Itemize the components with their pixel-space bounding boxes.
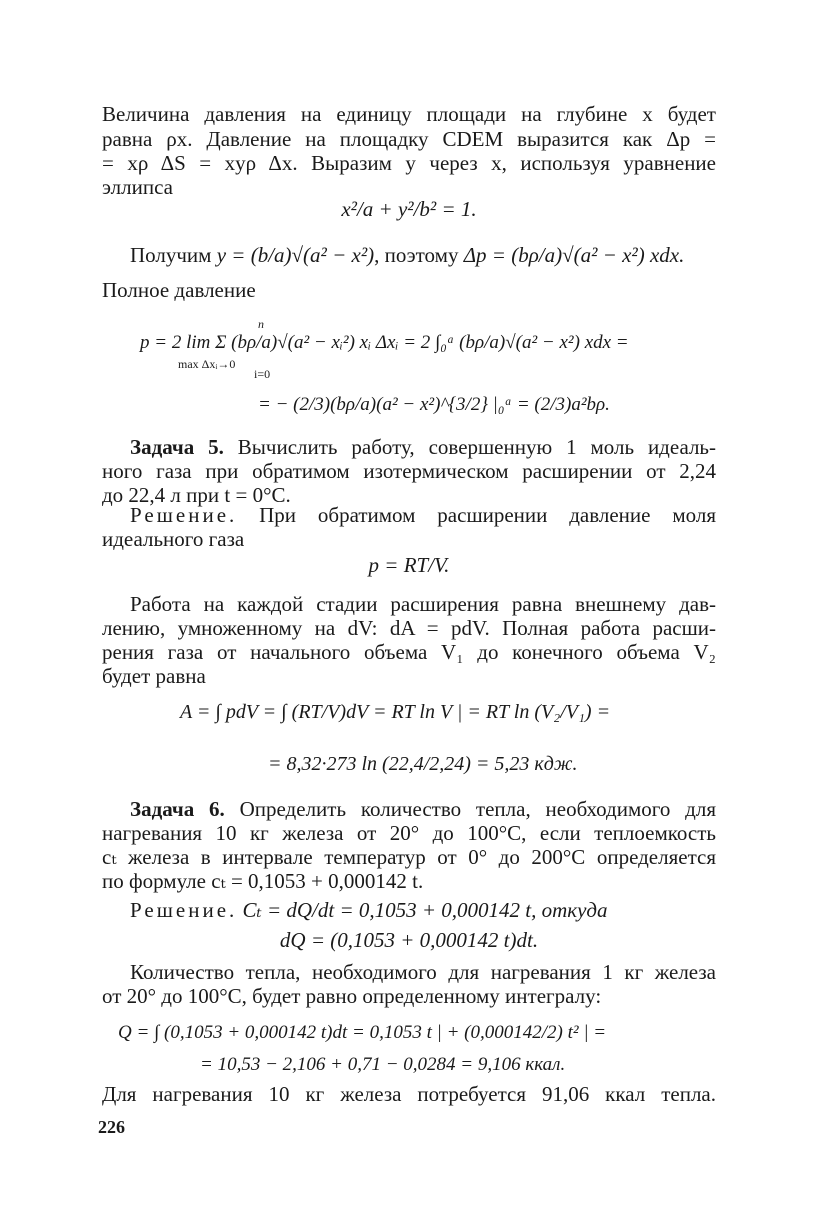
heat-formula-2: = 10,53 − 2,106 + 0,71 − 0,0284 = 9,106 ккал. <box>200 1054 566 1075</box>
work-line-4: будет равна <box>102 664 206 688</box>
heat-formula-1: Q = ∫ (0,1053 + 0,000142 t)dt = 0,1053 t | + (0,000142/2) t² | = <box>118 1022 607 1043</box>
task5-line-1: Задача 5. Вычислить работу, совершенную 1 моль идеаль- <box>102 435 716 460</box>
heat-line-1: Количество тепла, необходимого для нагревания 1 кг железа <box>130 960 716 984</box>
final-line: Для нагревания 10 кг железа потребуется 91,06 ккал тепла. <box>102 1082 716 1106</box>
task6-line-4: по формуле cₜ = 0,1053 + 0,000142 t. <box>102 869 424 893</box>
work-formula-1: A = ∫ pdV = ∫ (RT/V)dV = RT ln V | = RT ln (V₂/V₁) = <box>180 701 611 723</box>
page-number: 226 <box>98 1117 125 1137</box>
task5-title: Задача 5. <box>130 435 224 459</box>
task6-solution-label: Решение. <box>130 898 238 922</box>
task6-line-3: cₜ железа в интервале температур от 0° до 200°C определяется <box>102 845 716 869</box>
we-get-prefix: Получим <box>130 243 212 267</box>
work-line-2: лению, умноженному на dV: dA = pdV. Полная работа расши- <box>102 616 716 640</box>
work-line-3: рения газа от начального объема V₁ до конечного объема V₂ <box>102 640 716 664</box>
intro-line-2: равна ρx. Давление на площадку CDEM выразится как Δp = <box>102 127 716 151</box>
sum-lower-limit: i=0 <box>254 367 271 381</box>
task6-solution-line-1: Решение. Cₜ = dQ/dt = 0,1053 + 0,000142 t, откуда <box>102 898 716 923</box>
pressure-equation: p = RT/V. <box>368 553 450 577</box>
work-formula-2: = 8,32·273 ln (22,4/2,24) = 5,23 кдж. <box>268 753 578 775</box>
intro-line-1: Величина давления на единицу площади на глубине x будет <box>102 102 716 126</box>
task5-line-3: до 22,4 л при t = 0°C. <box>102 483 291 507</box>
task6-solution-line-2: dQ = (0,1053 + 0,000142 t)dt. <box>279 928 539 952</box>
task6-line-2: нагревания 10 кг железа от 20° до 100°C, если теплоемкость <box>102 821 716 845</box>
integral-formula-2: = − (2/3)(bρ/a)(a² − x²)^{3/2} |₀ᵃ = (2/3)a²bρ. <box>258 394 610 415</box>
dp-expression: Δp = (bρ/a)√(a² − x²) xdx. <box>463 243 685 267</box>
task5-line-2: ного газа при обратимом изотермическом расширении от 2,24 <box>102 459 716 483</box>
work-line-1: Работа на каждой стадии расширения равна внешнему дав- <box>130 592 716 616</box>
ellipse-equation: x²/a + y²/b² = 1. <box>341 197 477 221</box>
limit-subscript: max Δxᵢ→0 <box>178 357 236 371</box>
intro-line-4: эллипса <box>102 175 173 199</box>
task6-line-1: Задача 6. Определить количество тепла, необходимого для <box>102 797 716 822</box>
we-get-line <box>130 243 684 268</box>
heat-line-2: от 20° до 100°C, будет равно определенному интегралу: <box>102 984 602 1008</box>
task5-solution-line-1: Решение. При обратимом расширении давление моля <box>102 503 716 528</box>
intro-line-3: = xρ ΔS = xyρ Δx. Выразим y через x, используя уравнение <box>102 151 716 175</box>
task5-solution-line-2: идеального газа <box>102 527 245 551</box>
task5-solution-label: Решение. <box>130 503 238 527</box>
sum-upper-limit: n <box>258 317 264 331</box>
task6-title: Задача 6. <box>130 797 225 821</box>
total-pressure-label: Полное давление <box>102 278 256 302</box>
we-get-middle: , поэтому <box>374 243 459 267</box>
integral-formula-1: p = 2 lim Σ (bρ/a)√(a² − xᵢ²) xᵢ Δxᵢ = 2 ∫₀ᵃ (bρ/a)√(a² − x²) xdx = <box>140 332 629 353</box>
y-expression: y = (b/a)√(a² − x²) <box>216 243 375 267</box>
